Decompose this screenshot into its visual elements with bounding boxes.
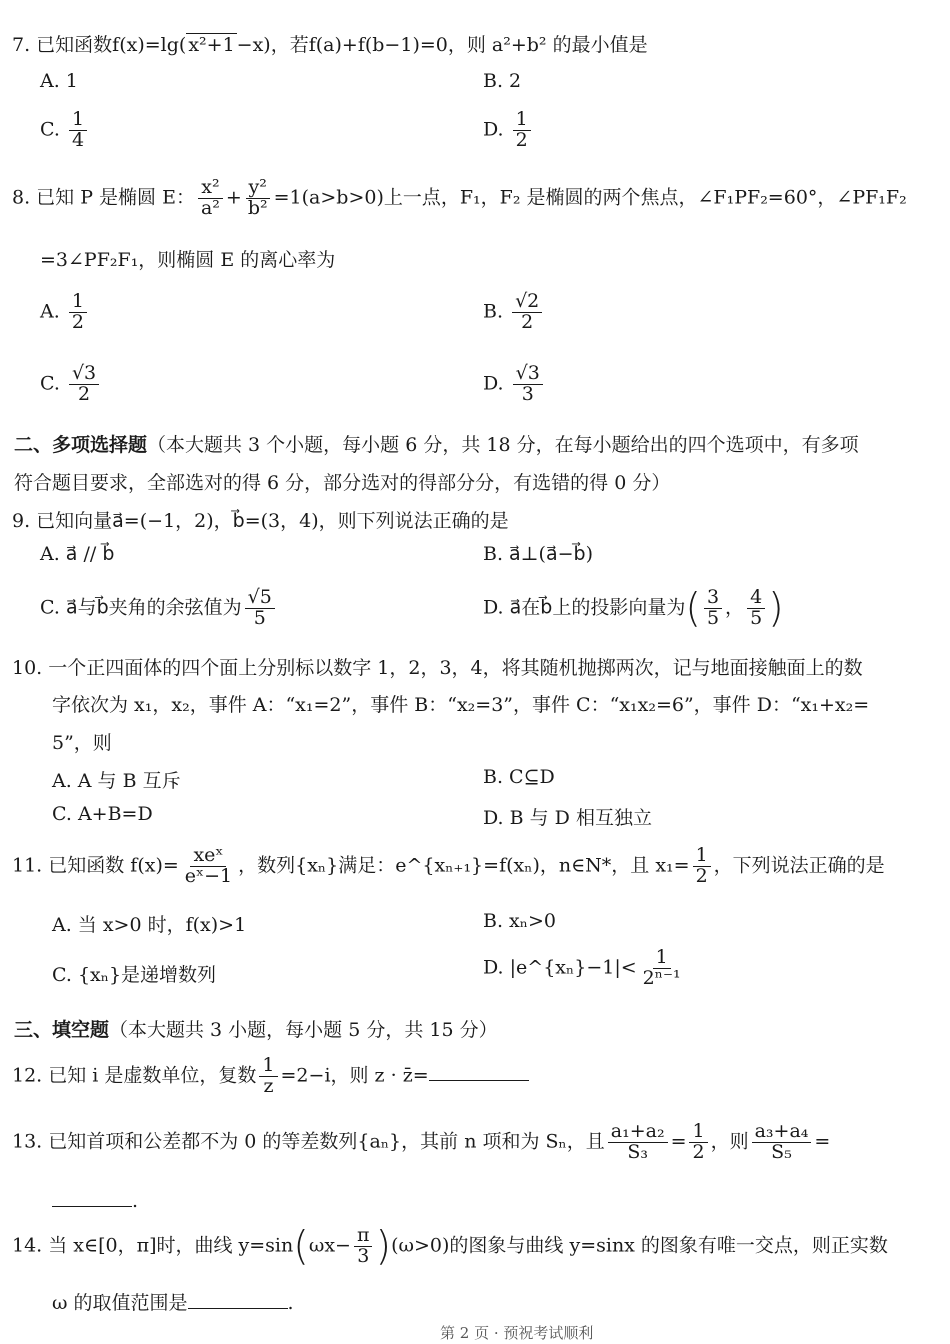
fraction: $\frac{√5}{5}$	[245, 588, 275, 629]
q11-option-a: A. 当 x>0 时，f(x)>1	[52, 914, 247, 936]
q9-option-c: C. a⃗与b⃗夹角的余弦值为 $\frac{√5}{5}$	[40, 588, 278, 629]
sqrt-expression: x²+1	[188, 34, 235, 56]
fraction: $\frac{1}{z}$	[259, 1056, 277, 1097]
section2-title: 二、多项选择题	[14, 434, 148, 456]
fraction: $\frac{1}{2}$	[689, 1122, 707, 1163]
q9-option-a: A. a⃗ // b⃗	[40, 543, 115, 565]
fraction: $\frac{1}{2}$	[513, 110, 531, 151]
q7-option-d: D. $\frac{1}{2}$	[483, 110, 534, 151]
q7-stem: 7. 已知函数f(x)=lg( x²+1 −x)，若f(a)+f(b−1)=0，则 a²+b² 的最小值是	[12, 34, 648, 56]
q10-option-a: A. A 与 B 互斥	[52, 770, 181, 792]
q11-option-d: D. |e^{xₙ}−1|< $\frac{1}{\text{2ⁿ⁻¹}}$	[483, 948, 687, 989]
fraction: $\frac{\text{xeˣ}}{\text{eˣ−1}}$	[184, 844, 233, 887]
fraction: $\frac{3}{5}$	[704, 588, 722, 629]
fraction: $\frac{\text{a₁+a₂}}{\text{S₃}}$	[608, 1122, 668, 1163]
fraction: $\frac{1}{\text{2ⁿ⁻¹}}$	[642, 946, 681, 989]
fraction: $\frac{1}{2}$	[693, 846, 711, 887]
page-footer: 第 2 页 · 预祝考试顺利	[440, 1324, 594, 1342]
right-paren: )	[768, 585, 784, 632]
q9-option-d: D. a⃗在b⃗上的投影向量为( $\frac{3}{5}$ ， $\frac{4}{5}$ )	[483, 585, 784, 632]
q11-option-b: B. xₙ>0	[483, 910, 556, 932]
section2-header-line2: 符合题目要求，全部选对的得 6 分，部分选对的得部分分，有选错的得 0 分）	[14, 472, 671, 494]
q8-stem-line1: 8. 已知 P 是椭圆 E： $\frac{\text{x²}}{\text{a²}}$ + $\frac{\text{y²}}{\text{b²}}$ =1(a>b>0)上一点，F₁，F₂ 是椭圆的两个焦点，∠F₁PF₂=60°，∠PF₁F₂	[12, 176, 907, 219]
q13-stem: 13. 已知首项和公差都不为 0 的等差数列{aₙ}，其前 n 项和为 Sₙ，且 $\frac{\text{a₁+a₂}}{\text{S₃}}$ = $\frac{1}{2}$ ，则 $\frac{\text{a₃+a₄}}{\text{S₅}}$ =	[12, 1120, 831, 1163]
section2-header-line1: 二、多项选择题（本大题共 3 个小题，每小题 6 分，共 18 分，在每小题给出的四个选项中，有多项	[14, 434, 859, 456]
q8-option-a: A. $\frac{1}{2}$	[40, 292, 90, 333]
left-paren: (	[293, 1223, 309, 1270]
fraction: $\frac{\text{y²}}{\text{b²}}$	[245, 178, 271, 219]
right-paren: )	[375, 1223, 392, 1270]
q12-stem: 12. 已知 i 是虚数单位，复数 $\frac{1}{z}$ =2−i，则 z · z̄=	[12, 1056, 950, 1097]
fraction: $\frac{1}{2}$	[69, 292, 87, 333]
q8-option-c: C. $\frac{√3}{2}$	[40, 364, 102, 405]
q8-stem-line2: =3∠PF₂F₁，则椭圆 E 的离心率为	[40, 249, 336, 271]
q7-option-a: A. 1	[40, 70, 78, 92]
q11-stem: 11. 已知函数 f(x)= $\frac{\text{xeˣ}}{\text{eˣ−1}}$ ，数列{xₙ}满足：e^{xₙ₊₁}=f(xₙ)，n∈N*，且 x₁= $\frac{1}{2}$ ，下列说法正确的是	[12, 844, 885, 887]
fraction: $\frac{\text{a₃+a₄}}{\text{S₅}}$	[752, 1122, 812, 1163]
answer-blank[interactable]	[188, 1307, 288, 1309]
q14-stem-line2: ω 的取值范围是 .	[52, 1292, 294, 1314]
answer-blank[interactable]	[52, 1205, 132, 1207]
fraction: $\frac{√3}{2}$	[69, 364, 99, 405]
fraction: $\frac{\text{x²}}{\text{a²}}$	[198, 178, 223, 219]
q8-option-d: D. $\frac{√3}{3}$	[483, 364, 546, 405]
section3-header: 三、填空题（本大题共 3 小题，每小题 5 分，共 15 分）	[14, 1019, 498, 1041]
q9-option-b: B. a⃗⊥(a⃗−b⃗)	[483, 543, 594, 565]
q10-option-d: D. B 与 D 相互独立	[483, 807, 652, 829]
q11-option-c: C. {xₙ}是递增数列	[52, 964, 217, 986]
left-paren: (	[685, 585, 701, 632]
q7-option-b: B. 2	[483, 70, 522, 92]
fraction: $\frac{4}{5}$	[747, 588, 765, 629]
q8-option-b: B. $\frac{√2}{2}$	[483, 292, 545, 333]
fraction: $\frac{\pi}{3}$	[354, 1226, 373, 1267]
q10-stem-line3: 5”，则	[52, 732, 112, 754]
q14-stem-line1: 14. 当 x∈[0，π]时，曲线 y=sin(ωx− $\frac{\pi}{3}$ )(ω>0)的图象与曲线 y=sinx 的图象有唯一交点，则正实数	[12, 1223, 888, 1270]
section3-title: 三、填空题	[14, 1019, 110, 1041]
q7-option-c: C. $\frac{1}{4}$	[40, 110, 90, 151]
q10-stem-line2: 字依次为 x₁，x₂，事件 A：“x₁=2”，事件 B：“x₂=3”，事件 C：“x₁x₂=6”，事件 D：“x₁+x₂=	[52, 694, 870, 716]
fraction: $\frac{√2}{2}$	[512, 292, 542, 333]
q10-option-c: C. A+B=D	[52, 803, 153, 825]
q10-option-b: B. C⊆D	[483, 766, 555, 788]
fraction: $\frac{√3}{3}$	[513, 364, 543, 405]
q9-stem: 9. 已知向量a⃗=(−1，2)，b⃗=(3，4)，则下列说法正确的是	[12, 510, 509, 532]
fraction: $\frac{1}{4}$	[69, 110, 87, 151]
answer-blank[interactable]	[429, 1079, 529, 1081]
q10-stem-line1: 10. 一个正四面体的四个面上分别标以数字 1，2，3，4，将其随机抛掷两次，记与地面接触面上的数	[12, 657, 863, 679]
q13-answer-line: .	[52, 1190, 950, 1212]
